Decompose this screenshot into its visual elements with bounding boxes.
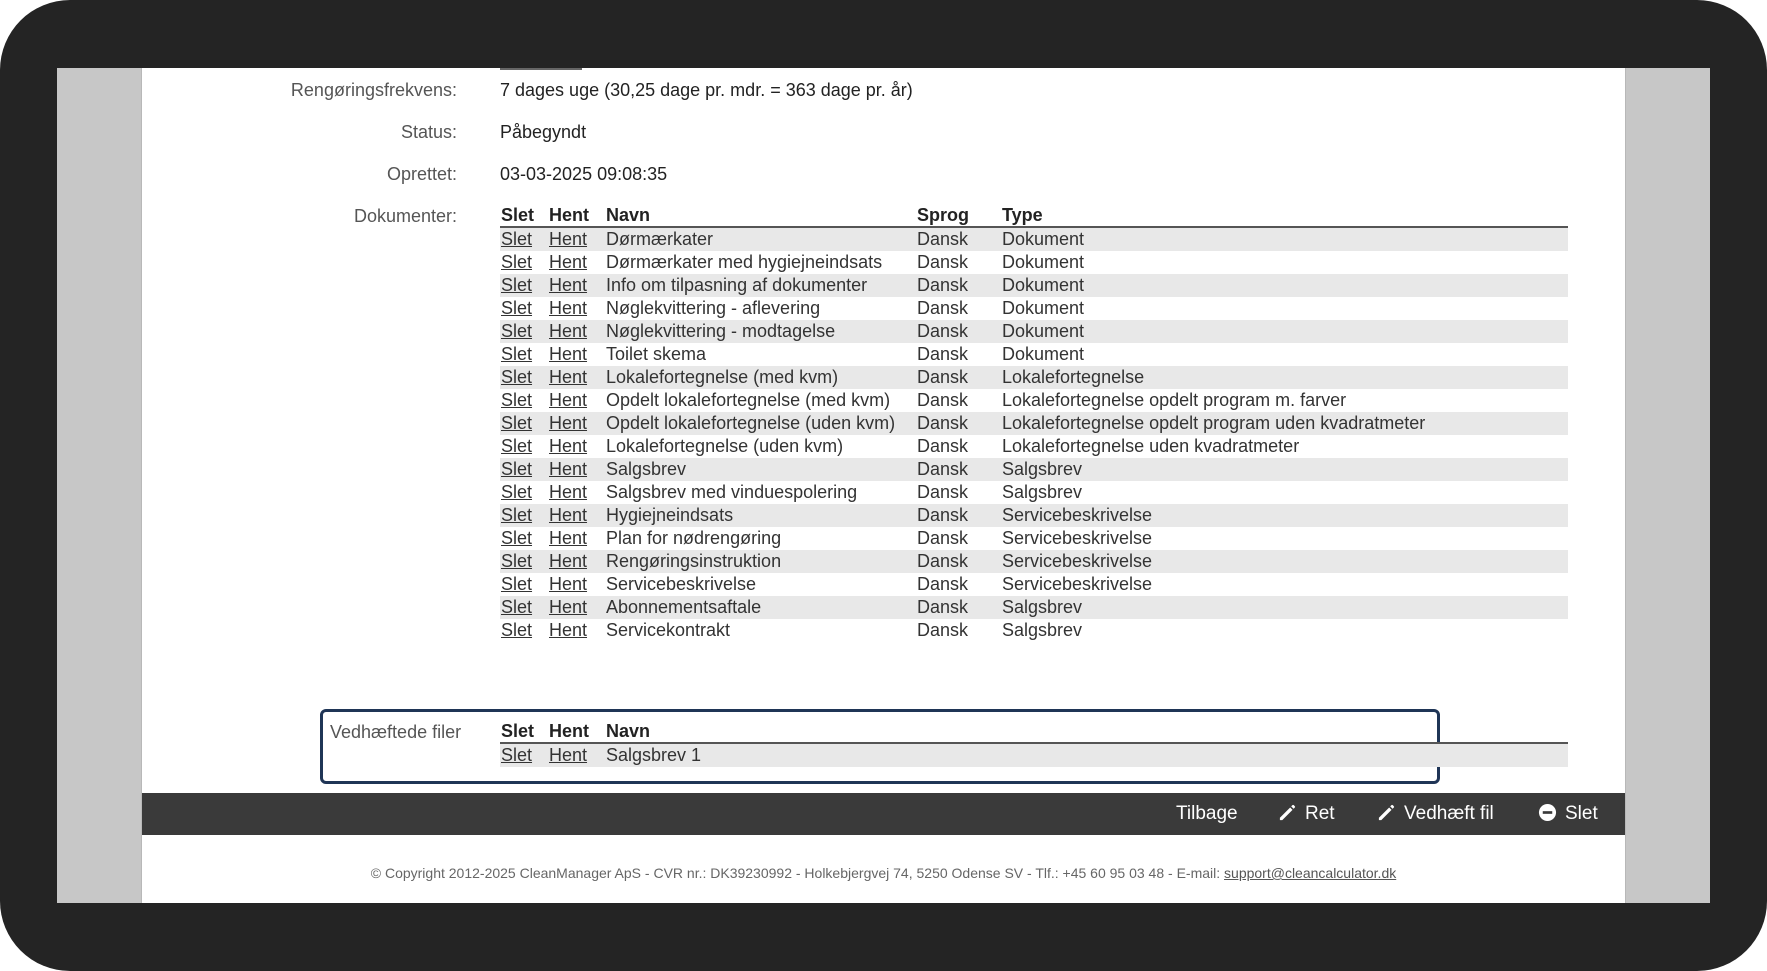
document-cell-download [548, 596, 605, 619]
document-language: Dansk [917, 367, 969, 387]
document-cell-name [605, 458, 916, 481]
document-cell-delete [500, 227, 548, 251]
document-name: Rengøringsinstruktion [606, 551, 782, 571]
document-name: Salgsbrev med vinduespolering [606, 482, 858, 502]
document-cell-language [916, 527, 1001, 550]
field-value: 03-03-2025 09:08:35 [500, 164, 668, 184]
attachment-row [500, 743, 1568, 767]
document-cell-type [1001, 343, 1568, 366]
field-label: Rengøringsfrekvens: [290, 80, 457, 100]
document-cell-delete [500, 435, 548, 458]
field-value: 7 dages uge (30,25 dage pr. mdr. = 363 dage pr. år) [500, 80, 913, 100]
document-cell-type [1001, 504, 1568, 527]
document-cell-name [605, 320, 916, 343]
download-document-link[interactable]: Hent [549, 459, 588, 479]
document-cell-delete [500, 389, 548, 412]
document-cell-delete [500, 297, 548, 320]
document-name: Lokalefortegnelse (uden kvm) [606, 436, 844, 456]
document-cell-delete [500, 412, 548, 435]
document-cell-delete [500, 504, 548, 527]
delete-document-link[interactable]: Slet [501, 574, 533, 594]
document-cell-delete [500, 573, 548, 596]
attachments-header-row [500, 720, 1568, 743]
delete-document-link[interactable]: Slet [501, 367, 533, 387]
document-cell-language [916, 274, 1001, 297]
document-cell-type [1001, 573, 1568, 596]
document-language: Dansk [917, 229, 969, 249]
delete-attachment-link[interactable]: Slet [501, 745, 533, 765]
document-row [500, 527, 1568, 550]
download-document-link[interactable]: Hent [549, 321, 588, 341]
page-content [141, 68, 1626, 903]
document-name: Dørmærkater med hygiejneindsats [606, 252, 883, 272]
delete-document-link[interactable]: Slet [501, 597, 533, 617]
document-type: Servicebeskrivelse [1002, 574, 1153, 594]
document-type: Servicebeskrivelse [1002, 528, 1153, 548]
document-cell-type [1001, 435, 1568, 458]
document-cell-name [605, 389, 916, 412]
field-value: Påbegyndt [500, 122, 587, 142]
download-document-link[interactable]: Hent [549, 574, 588, 594]
document-language: Dansk [917, 413, 969, 433]
document-cell-download [548, 619, 605, 642]
document-cell-delete [500, 458, 548, 481]
document-cell-type [1001, 527, 1568, 550]
delete-document-link[interactable]: Slet [501, 344, 533, 364]
download-document-link[interactable]: Hent [549, 482, 588, 502]
document-type: Dokument [1002, 252, 1085, 272]
footer-copyright: © Copyright 2012-2025 CleanManager ApS - CVR nr.: DK39230992 - Holkebjergvej 74, 5250 Odense SV - Tlf.: +45 60 95 03 48 - E-mail: [370, 865, 1225, 881]
attachments-table [500, 720, 1568, 767]
attachment-cell-name [605, 743, 1568, 767]
document-language: Dansk [917, 505, 969, 525]
document-type: Salgsbrev [1002, 459, 1083, 479]
document-cell-language [916, 458, 1001, 481]
document-cell-type [1001, 366, 1568, 389]
download-document-link[interactable]: Hent [549, 551, 588, 571]
document-cell-download [548, 320, 605, 343]
document-cell-language [916, 251, 1001, 274]
document-cell-type [1001, 389, 1568, 412]
document-cell-download [548, 227, 605, 251]
document-cell-download [548, 366, 605, 389]
document-language: Dansk [917, 551, 969, 571]
minus-circle-icon [1538, 803, 1557, 822]
attachments-body [500, 743, 1568, 767]
field-label: Oprettet: [386, 164, 457, 184]
document-type: Dokument [1002, 321, 1085, 341]
document-cell-language [916, 619, 1001, 642]
delete-button-label: Slet [1565, 803, 1598, 824]
delete-document-link[interactable]: Slet [501, 482, 533, 502]
document-cell-language [916, 573, 1001, 596]
document-cell-language [916, 550, 1001, 573]
document-cell-name [605, 343, 916, 366]
col-header-name: Navn [605, 204, 916, 227]
document-cell-download [548, 458, 605, 481]
delete-document-link[interactable]: Slet [501, 551, 533, 571]
document-row [500, 458, 1568, 481]
footer-email-link[interactable]: support@cleancalculator.dk [1224, 865, 1397, 881]
delete-button[interactable] [1538, 793, 1598, 835]
document-language: Dansk [917, 436, 969, 456]
document-cell-language [916, 596, 1001, 619]
document-language: Dansk [917, 298, 969, 318]
document-name: Salgsbrev [606, 459, 687, 479]
document-row [500, 573, 1568, 596]
document-type: Dokument [1002, 344, 1085, 364]
download-attachment-link[interactable]: Hent [549, 745, 588, 765]
document-cell-delete [500, 527, 548, 550]
document-row [500, 251, 1568, 274]
document-language: Dansk [917, 390, 969, 410]
download-document-link[interactable]: Hent [549, 505, 588, 525]
document-row [500, 366, 1568, 389]
download-document-link[interactable]: Hent [549, 390, 588, 410]
document-type: Lokalefortegnelse opdelt program uden kvadratmeter [1002, 413, 1426, 433]
col-header-delete: Slet [500, 204, 548, 227]
document-cell-delete [500, 251, 548, 274]
document-cell-download [548, 435, 605, 458]
document-cell-name [605, 596, 916, 619]
document-name: Abonnementsaftale [606, 597, 762, 617]
document-cell-name [605, 435, 916, 458]
document-cell-language [916, 435, 1001, 458]
document-name: Opdelt lokalefortegnelse (med kvm) [606, 390, 891, 410]
document-cell-name [605, 227, 916, 251]
document-cell-type [1001, 619, 1568, 642]
document-cell-download [548, 412, 605, 435]
document-name: Lokalefortegnelse (med kvm) [606, 367, 839, 387]
document-name: Nøglekvittering - aflevering [606, 298, 821, 318]
col-header-language: Sprog [916, 204, 1001, 227]
delete-document-link[interactable]: Slet [501, 505, 533, 525]
document-cell-language [916, 366, 1001, 389]
document-name: Hygiejneindsats [606, 505, 734, 525]
document-language: Dansk [917, 482, 969, 502]
document-cell-name [605, 573, 916, 596]
document-type: Salgsbrev [1002, 597, 1083, 617]
document-name: Servicebeskrivelse [606, 574, 757, 594]
document-language: Dansk [917, 620, 969, 640]
col-header-delete: Slet [500, 720, 548, 743]
col-header-download: Hent [548, 720, 605, 743]
document-cell-download [548, 389, 605, 412]
download-document-link[interactable]: Hent [549, 275, 588, 295]
document-cell-language [916, 227, 1001, 251]
document-cell-language [916, 389, 1001, 412]
document-cell-type [1001, 274, 1568, 297]
download-document-link[interactable]: Hent [549, 252, 588, 272]
action-toolbar [142, 793, 1625, 835]
document-name: Dørmærkater [606, 229, 713, 249]
document-cell-download [548, 297, 605, 320]
document-row [500, 504, 1568, 527]
document-row [500, 481, 1568, 504]
col-header-download: Hent [548, 204, 605, 227]
document-row [500, 320, 1568, 343]
documents-table [500, 204, 1568, 642]
attach-file-button[interactable] [1377, 793, 1494, 835]
document-cell-name [605, 274, 916, 297]
document-cell-delete [500, 481, 548, 504]
document-cell-name [605, 366, 916, 389]
document-cell-name [605, 481, 916, 504]
document-row [500, 343, 1568, 366]
document-type: Dokument [1002, 275, 1085, 295]
document-cell-download [548, 274, 605, 297]
document-row [500, 619, 1568, 642]
delete-document-link[interactable]: Slet [501, 390, 533, 410]
document-row [500, 412, 1568, 435]
document-cell-delete [500, 550, 548, 573]
document-cell-type [1001, 227, 1568, 251]
field-label: Status: [400, 122, 457, 142]
document-language: Dansk [917, 459, 969, 479]
document-row [500, 550, 1568, 573]
document-cell-type [1001, 297, 1568, 320]
document-cell-language [916, 320, 1001, 343]
document-language: Dansk [917, 321, 969, 341]
document-type: Dokument [1002, 298, 1085, 318]
document-cell-language [916, 412, 1001, 435]
delete-document-link[interactable]: Slet [501, 459, 533, 479]
document-name: Servicekontrakt [606, 620, 731, 640]
delete-document-link[interactable]: Slet [501, 321, 533, 341]
document-type: Lokalefortegnelse [1002, 367, 1145, 387]
edit-button[interactable] [1278, 793, 1335, 835]
document-cell-type [1001, 550, 1568, 573]
download-document-link[interactable]: Hent [549, 597, 588, 617]
document-cell-delete [500, 343, 548, 366]
document-name: Toilet skema [606, 344, 707, 364]
attachment-cell-download [548, 743, 605, 767]
document-cell-type [1001, 596, 1568, 619]
browser-viewport [57, 68, 1710, 903]
document-cell-download [548, 504, 605, 527]
delete-document-link[interactable]: Slet [501, 229, 533, 249]
attachments-label: Vedhæftede filer [330, 722, 462, 742]
delete-document-link[interactable]: Slet [501, 413, 533, 433]
document-cell-delete [500, 619, 548, 642]
document-cell-download [548, 343, 605, 366]
document-cell-type [1001, 458, 1568, 481]
delete-document-link[interactable]: Slet [501, 298, 533, 318]
download-document-link[interactable]: Hent [549, 620, 588, 640]
pencil-icon [1278, 803, 1297, 822]
col-header-type: Type [1001, 204, 1568, 227]
document-cell-language [916, 481, 1001, 504]
documents-header-row [500, 204, 1568, 227]
document-cell-download [548, 481, 605, 504]
document-cell-name [605, 297, 916, 320]
document-cell-language [916, 343, 1001, 366]
document-language: Dansk [917, 275, 969, 295]
document-type: Salgsbrev [1002, 482, 1083, 502]
edit-button-label: Ret [1305, 803, 1335, 824]
document-name: Plan for nødrengøring [606, 528, 782, 548]
document-cell-delete [500, 320, 548, 343]
pencil-icon [1377, 803, 1396, 822]
document-cell-download [548, 550, 605, 573]
documents-body [500, 227, 1568, 642]
delete-document-link[interactable]: Slet [501, 436, 533, 456]
document-cell-download [548, 573, 605, 596]
document-cell-download [548, 251, 605, 274]
document-type: Servicebeskrivelse [1002, 551, 1153, 571]
document-cell-language [916, 297, 1001, 320]
attach-file-button-label: Vedhæft fil [1404, 803, 1494, 824]
document-cell-download [548, 527, 605, 550]
attachment-cell-delete [500, 743, 548, 767]
document-cell-name [605, 504, 916, 527]
download-document-link[interactable]: Hent [549, 436, 588, 456]
document-cell-name [605, 412, 916, 435]
document-type: Salgsbrev [1002, 620, 1083, 640]
document-language: Dansk [917, 574, 969, 594]
document-cell-name [605, 527, 916, 550]
document-language: Dansk [917, 344, 969, 364]
document-cell-type [1001, 251, 1568, 274]
document-cell-name [605, 619, 916, 642]
document-cell-delete [500, 596, 548, 619]
field-label: Dokumenter: [353, 206, 457, 226]
delete-document-link[interactable]: Slet [501, 252, 533, 272]
document-cell-type [1001, 320, 1568, 343]
document-name: Info om tilpasning af dokumenter [606, 275, 868, 295]
document-name: Nøglekvittering - modtagelse [606, 321, 836, 341]
document-cell-delete [500, 366, 548, 389]
download-document-link[interactable]: Hent [549, 528, 588, 548]
delete-document-link[interactable]: Slet [501, 275, 533, 295]
delete-document-link[interactable]: Slet [501, 528, 533, 548]
download-document-link[interactable]: Hent [549, 229, 588, 249]
document-row [500, 297, 1568, 320]
download-document-link[interactable]: Hent [549, 344, 588, 364]
download-document-link[interactable]: Hent [549, 367, 588, 387]
attachment-name: Salgsbrev 1 [606, 745, 702, 765]
document-cell-name [605, 251, 916, 274]
document-language: Dansk [917, 252, 969, 272]
document-cell-type [1001, 481, 1568, 504]
document-cell-delete [500, 274, 548, 297]
document-name: Opdelt lokalefortegnelse (uden kvm) [606, 413, 896, 433]
document-type: Lokalefortegnelse opdelt program m. farver [1002, 390, 1347, 410]
document-row [500, 596, 1568, 619]
document-type: Servicebeskrivelse [1002, 505, 1153, 525]
previous-link-underline [500, 68, 582, 70]
back-button-label: Tilbage [1176, 803, 1238, 824]
delete-document-link[interactable]: Slet [501, 620, 533, 640]
back-button[interactable] [1176, 793, 1238, 835]
col-header-name: Navn [605, 720, 1568, 743]
document-language: Dansk [917, 597, 969, 617]
page-footer [142, 865, 1625, 881]
document-cell-type [1001, 412, 1568, 435]
document-cell-name [605, 550, 916, 573]
document-row [500, 274, 1568, 297]
document-row [500, 227, 1568, 251]
document-row [500, 435, 1568, 458]
document-row [500, 389, 1568, 412]
document-language: Dansk [917, 528, 969, 548]
document-type: Dokument [1002, 229, 1085, 249]
download-document-link[interactable]: Hent [549, 298, 588, 318]
download-document-link[interactable]: Hent [549, 413, 588, 433]
document-type: Lokalefortegnelse uden kvadratmeter [1002, 436, 1300, 456]
document-cell-language [916, 504, 1001, 527]
